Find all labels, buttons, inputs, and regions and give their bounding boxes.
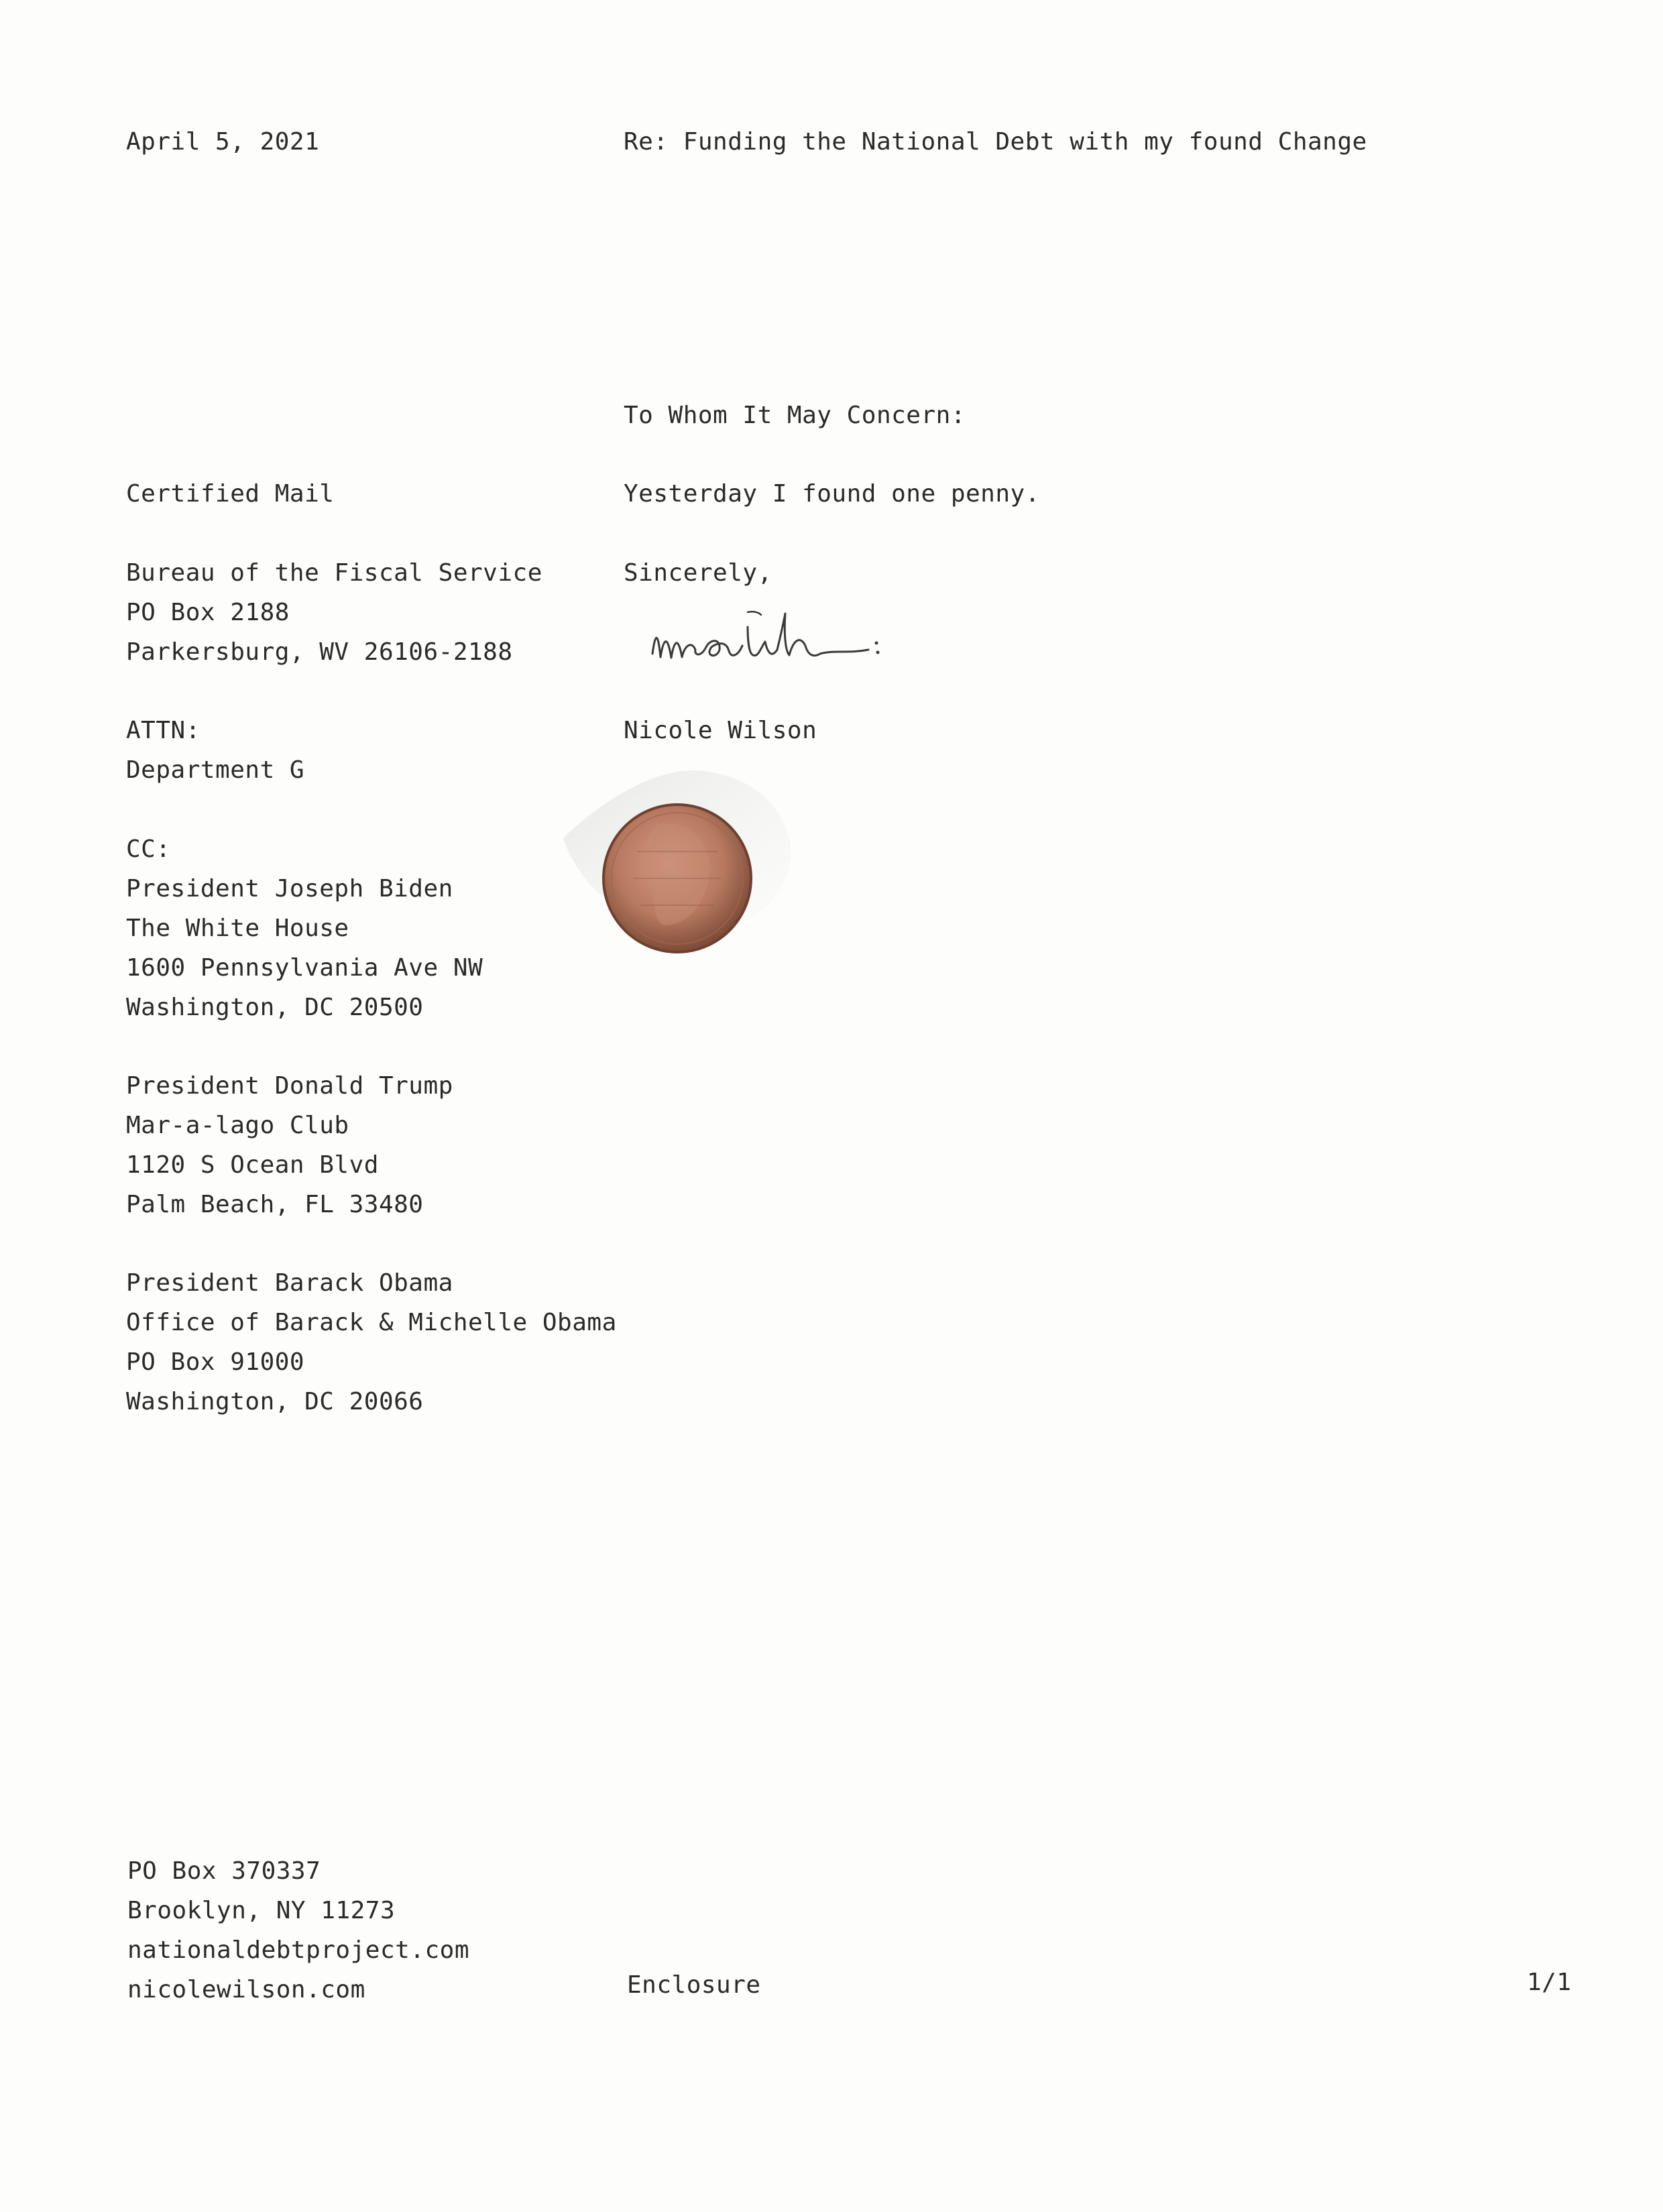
salutation: To Whom It May Concern: [624,402,966,429]
page-number: 1/1 [1527,1969,1572,1996]
letter-date: April 5, 2021 [126,128,320,156]
cc-address-line: Washington, DC 20500 [126,994,424,1021]
attn-label: ATTN: [126,717,200,744]
sender-line: Brooklyn, NY 11273 [127,1897,396,1924]
attn-department: Department G [126,756,305,784]
cc-address-line: Palm Beach, FL 33480 [126,1191,424,1218]
cc-address-line: President Joseph Biden [126,875,453,903]
sender-website: nationaldebtproject.com [127,1936,469,1964]
enclosure-note: Enclosure [627,1971,761,1999]
attn-block [126,711,304,790]
closing: Sincerely, [624,559,772,587]
recipient-address [126,553,542,672]
cc-address-line: Office of Barack & Michelle Obama [126,1309,617,1336]
cc-address-line: 1600 Pennsylvania Ave NW [126,954,483,982]
penny-icon [557,764,805,966]
cc-recipient [126,1066,453,1224]
signer-name: Nicole Wilson [624,717,817,744]
letter-subject: Re: Funding the National Debt with my found Change [624,128,1367,156]
cc-address-line: President Donald Trump [126,1072,453,1100]
sender-line: PO Box 370337 [127,1857,321,1885]
cc-address-line: President Barack Obama [126,1269,453,1297]
delivery-method: Certified Mail [126,480,335,508]
cc-address-line: PO Box 91000 [126,1348,305,1376]
sender-address [127,1851,469,2010]
cc-block [126,829,483,1027]
letter-body: Yesterday I found one penny. [624,480,1040,508]
address-line: Bureau of the Fiscal Service [126,559,542,587]
cc-address-line: Mar-a-lago Club [126,1112,349,1139]
cc-recipient [126,1263,617,1421]
signature-icon [647,593,1009,681]
cc-address-line: The White House [126,915,349,942]
address-line: PO Box 2188 [126,599,290,626]
cc-address-line: 1120 S Ocean Blvd [126,1151,379,1179]
cc-address-line: Washington, DC 20066 [126,1388,424,1415]
sender-website: nicolewilson.com [127,1976,365,2003]
cc-label: CC: [126,835,171,863]
address-line: Parkersburg, WV 26106-2188 [126,638,513,666]
